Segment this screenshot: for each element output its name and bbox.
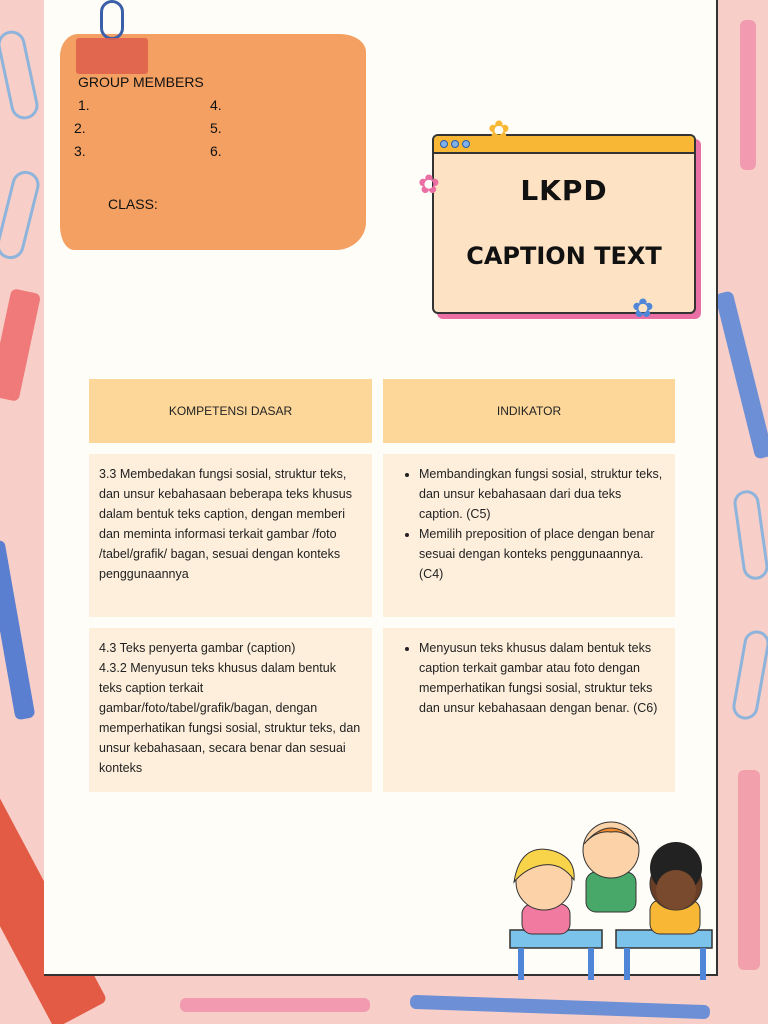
kd-text: 4.3.2 Menyusun teks khusus dalam bentuk teks caption terkait gambar/foto/tabel/grafik/bagan, dengan memperhatikan fungsi sosial, struktur teks, dan unsur kebahasaan, secara benar dan sesuai konteks (99, 661, 361, 775)
flower-icon: ✿ (632, 294, 654, 324)
indikator-list (393, 638, 665, 718)
pencil-decoration (410, 995, 710, 1019)
pencil-decoration (740, 20, 756, 170)
pencil-decoration (180, 998, 370, 1012)
pencil-decoration (0, 540, 35, 721)
pencil-decoration (0, 288, 41, 402)
flower-icon: ✿ (488, 116, 510, 146)
indikator-cell-row1 (383, 454, 675, 617)
header-indikator: INDIKATOR (383, 379, 675, 443)
kid-head (656, 870, 696, 910)
tape-decoration (76, 38, 148, 74)
list-item: • Memilih preposition of place dengan benar sesuai dengan konteks penggunaannya. (C4) (419, 524, 665, 584)
member-number: 6. (210, 143, 222, 159)
kd-cell-row1 (89, 454, 372, 617)
group-members-title: GROUP MEMBERS (78, 74, 204, 90)
member-number: 3. (74, 143, 86, 159)
title-window (432, 134, 696, 314)
desk-leg (624, 948, 630, 980)
member-number: 1. (78, 97, 90, 113)
page-subtitle: CAPTION TEXT (466, 242, 662, 270)
window-dot-icon (440, 140, 448, 148)
kids-illustration (500, 812, 720, 982)
list-item: • Menyusun teks khusus dalam bentuk teks caption terkait gambar atau foto dengan memperhatikan fungsi sosial, struktur teks dan unsur kebahasaan dengan benar. (C6) (419, 638, 665, 718)
member-number: 4. (210, 97, 222, 113)
window-dot-icon (451, 140, 459, 148)
kd-cell-row2 (89, 628, 372, 792)
flower-icon: ✿ (418, 170, 440, 200)
member-number: 2. (74, 120, 86, 136)
desk-leg (588, 948, 594, 980)
pencil-decoration (738, 770, 760, 970)
kd-text: 3.3 Membedakan fungsi sosial, struktur teks, dan unsur kebahasaan beberapa teks khusus dalam bentuk teks caption, dengan memberi dan meminta informasi terkait gambar /foto /tabel/grafik/ bagan, sesuai dengan konteks penggunaannya (99, 467, 352, 581)
header-kompetensi-dasar: KOMPETENSI DASAR (89, 379, 372, 443)
desk-leg (700, 948, 706, 980)
indikator-list (393, 464, 665, 584)
kd-text: 4.3 Teks penyerta gambar (caption) (99, 641, 296, 655)
pencil-decoration (715, 290, 768, 459)
member-number: 5. (210, 120, 222, 136)
paperclip-decoration (730, 628, 768, 721)
paperclip-decoration (0, 28, 41, 122)
desk-leg (518, 948, 524, 980)
page-title: LKPD (520, 174, 608, 207)
class-label: CLASS: (108, 196, 158, 212)
list-item: • Membandingkan fungsi sosial, struktur teks, dan unsur kebahasaan dari dua teks caption. (C5) (419, 464, 665, 524)
window-dot-icon (462, 140, 470, 148)
window-title-bar (434, 136, 694, 154)
paperclip-decoration (0, 168, 42, 262)
binder-clip-icon (100, 0, 124, 40)
paperclip-decoration (732, 489, 768, 582)
indikator-cell-row2 (383, 628, 675, 792)
